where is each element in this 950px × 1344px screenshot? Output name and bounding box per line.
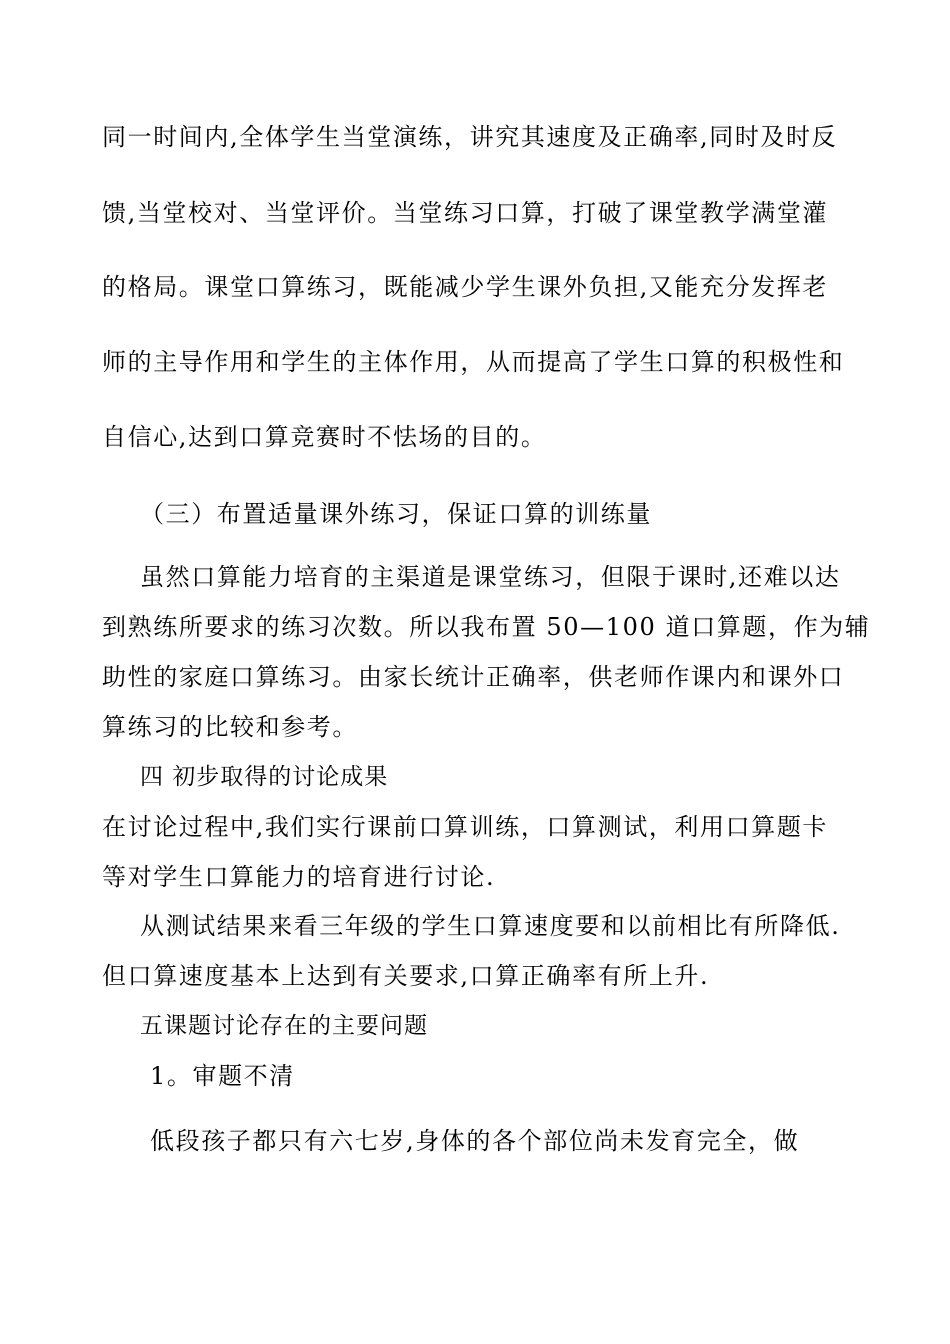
paragraph-line: 虽然口算能力培育的主渠道是课堂练习，但限于课时,还难以达 xyxy=(140,563,841,591)
paragraph-line: 低段孩子都只有六七岁,身体的各个部位尚未发育完全，做 xyxy=(150,1127,800,1155)
paragraph-line: 自信心,达到口算竞赛时不怯场的目的。 xyxy=(102,423,547,451)
paragraph-line: 师的主导作用和学生的主体作用，从而提高了学生口算的积极性和 xyxy=(102,348,845,376)
paragraph-line: 同一时间内,全体学生当堂演练，讲究其速度及正确率,同时及时反 xyxy=(102,123,838,151)
paragraph-line: 等对学生口算能力的培育进行讨论. xyxy=(102,863,496,891)
paragraph-line: 馈,当堂校对、当堂评价。当堂练习口算，打破了课堂教学满堂灌 xyxy=(102,199,829,227)
list-item: 1。审题不清 xyxy=(150,1062,295,1090)
paragraph-line: 到熟练所要求的练习次数。所以我布置 50—100 道口算题，作为辅 xyxy=(102,613,871,641)
subheading: （三）布置适量课外练习，保证口算的训练量 xyxy=(140,500,652,528)
section-heading: 五课题讨论存在的主要问题 xyxy=(140,1013,428,1039)
paragraph-line: 的格局。课堂口算练习，既能减少学生课外负担,又能充分发挥老 xyxy=(102,273,829,301)
paragraph-line: 助性的家庭口算练习。由家长统计正确率，供老师作课内和课外口 xyxy=(102,663,845,691)
paragraph-line: 但口算速度基本上达到有关要求,口算正确率有所上升. xyxy=(102,962,710,990)
section-heading: 四 初步取得的讨论成果 xyxy=(140,764,389,790)
paragraph-line: 在讨论过程中,我们实行课前口算训练，口算测试，利用口算题卡 xyxy=(102,813,829,841)
paragraph-line: 算练习的比较和参考。 xyxy=(102,713,358,741)
paragraph-line: 从测试结果来看三年级的学生口算速度要和以前相比有所降低. xyxy=(140,912,841,940)
